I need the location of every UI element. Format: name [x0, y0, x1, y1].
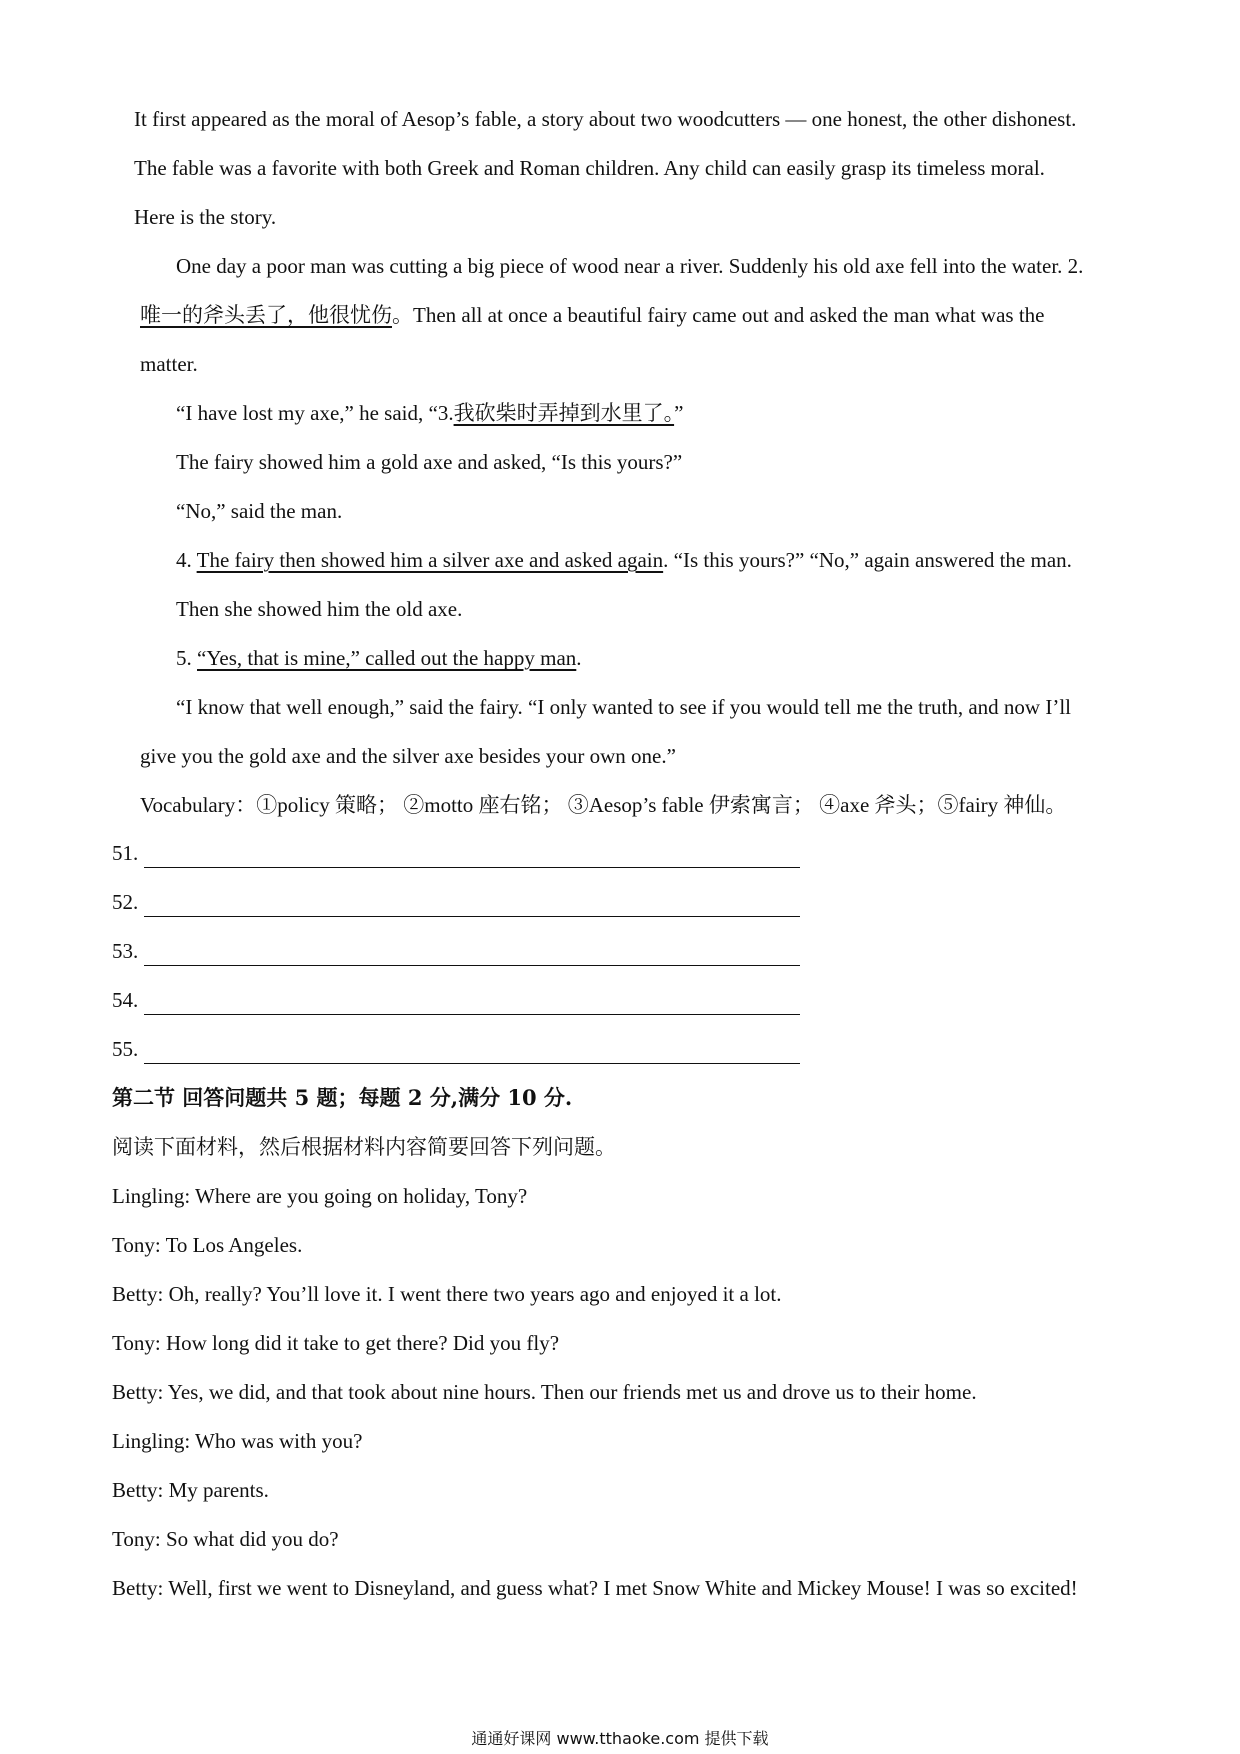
answer-row[interactable] — [112, 985, 800, 1015]
passage-text: “I have lost my axe,” he said, “3. — [176, 401, 454, 425]
vocabulary-line: Vocabulary：①policy 策略； ②motto 座右铭； ③Aesop’s fable 伊索寓言； ④axe 斧头；⑤fairy 神仙。 — [140, 793, 1067, 817]
answer-row[interactable] — [112, 936, 800, 966]
passage-line — [140, 300, 1045, 330]
passage-text: 5. — [176, 646, 197, 670]
underlined-item-2: 唯一的斧头丢了，他很忧伤 — [140, 303, 392, 327]
passage-line: Then she showed him the old axe. — [176, 597, 463, 621]
underlined-item-3: 我砍柴时弄掉到水里了。 — [453, 401, 675, 425]
answer-blank[interactable] — [144, 943, 800, 966]
passage-line — [176, 545, 1072, 575]
dialogue-line: Betty: Oh, really? You’ll love it. I went there two years ago and enjoyed it a lot. — [112, 1282, 782, 1306]
dialogue-line: Betty: My parents. — [112, 1478, 269, 1502]
section-heading: 第二节 回答问题共 5 题；每题 2 分,满分 10 分. — [112, 1085, 573, 1110]
passage-line — [176, 398, 683, 428]
answer-blank[interactable] — [144, 992, 800, 1015]
underlined-item-4: The fairy then showed him a silver axe and asked again — [196, 548, 664, 572]
dialogue-line: Tony: To Los Angeles. — [112, 1233, 303, 1257]
dialogue-line: Betty: Yes, we did, and that took about nine hours. Then our friends met us and drove us to their home. — [112, 1380, 977, 1404]
passage-line: One day a poor man was cutting a big piece of wood near a river. Suddenly his old axe fell into the water. 2. — [176, 254, 1084, 278]
answer-blank[interactable] — [144, 845, 800, 868]
passage-line: The fable was a favorite with both Greek and Roman children. Any child can easily grasp its timeless moral. — [134, 156, 1045, 180]
answer-blank[interactable] — [144, 894, 800, 917]
passage-text: . — [576, 646, 582, 670]
passage-line: It first appeared as the moral of Aesop’s fable, a story about two woodcutters — one honest, the other dishonest. — [134, 107, 1077, 131]
passage-line — [176, 643, 582, 673]
answer-blank[interactable] — [144, 1041, 800, 1064]
passage-text: ” — [674, 401, 684, 425]
passage-line: Here is the story. — [134, 205, 277, 229]
passage-line: matter. — [140, 352, 198, 376]
answer-row[interactable] — [112, 838, 800, 868]
answer-number: 52. — [112, 890, 139, 914]
passage-line: “I know that well enough,” said the fairy. “I only wanted to see if you would tell me the truth, and now I’ll — [176, 695, 1071, 719]
passage-text: 。Then all at once a beautiful fairy came out and asked the man what was the — [392, 303, 1045, 327]
passage-line: “No,” said the man. — [176, 499, 343, 523]
section-instruction: 阅读下面材料，然后根据材料内容简要回答下列问题。 — [112, 1135, 616, 1159]
dialogue-line: Lingling: Where are you going on holiday, Tony? — [112, 1184, 528, 1208]
dialogue-line: Tony: So what did you do? — [112, 1527, 339, 1551]
dialogue-line: Tony: How long did it take to get there? Did you fly? — [112, 1331, 560, 1355]
passage-text: 4. — [176, 548, 197, 572]
answer-row[interactable] — [112, 887, 800, 917]
answer-number: 53. — [112, 939, 139, 963]
passage-line: give you the gold axe and the silver axe besides your own one.” — [140, 744, 676, 768]
answer-number: 55. — [112, 1037, 139, 1061]
page-footer: 通通好课网 www.tthaoke.com 提供下载 — [471, 1729, 769, 1748]
answer-number: 51. — [112, 841, 139, 865]
dialogue-line: Betty: Well, first we went to Disneyland, and guess what? I met Snow White and Mickey Mouse! I was so excited! — [112, 1576, 1078, 1600]
dialogue-line: Lingling: Who was with you? — [112, 1429, 363, 1453]
passage-text: . “Is this yours?” “No,” again answered the man. — [663, 548, 1072, 572]
answer-row[interactable] — [112, 1034, 800, 1064]
underlined-item-5: “Yes, that is mine,” called out the happy man — [197, 646, 577, 670]
passage-line: The fairy showed him a gold axe and asked, “Is this yours?” — [176, 450, 683, 474]
answer-number: 54. — [112, 988, 139, 1012]
